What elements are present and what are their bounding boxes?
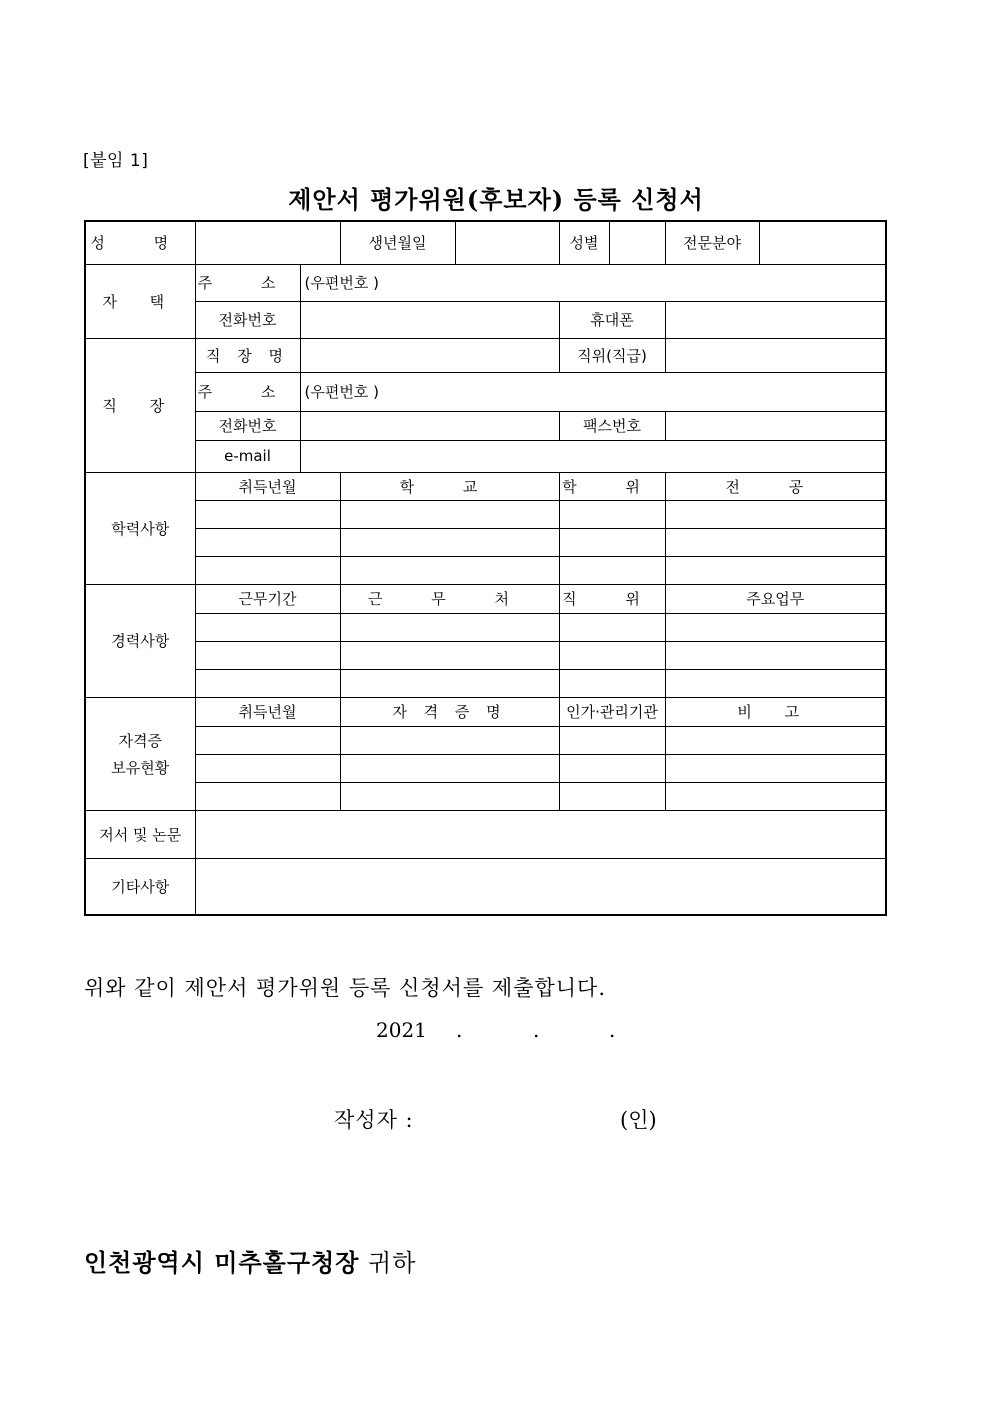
education-cell[interactable]: [665, 500, 886, 528]
education-header: 학 위: [559, 472, 665, 500]
career-header: 직 위: [559, 584, 665, 613]
declaration-text: 위와 같이 제안서 평가위원 등록 신청서를 제출합니다.: [84, 976, 607, 1000]
email-label: e-mail: [195, 440, 300, 472]
license-section-label: [85, 697, 195, 810]
education-cell[interactable]: [340, 528, 559, 556]
work-phone-field[interactable]: [300, 411, 559, 440]
recipient: [84, 1243, 416, 1278]
career-cell[interactable]: [340, 669, 559, 697]
mobile-field[interactable]: [665, 301, 886, 338]
work-address-label: 주 소: [195, 372, 300, 411]
license-row: [85, 782, 886, 810]
education-cell[interactable]: [195, 556, 340, 584]
career-cell[interactable]: [665, 669, 886, 697]
field-label: 전문분야: [665, 221, 759, 264]
license-cell[interactable]: [195, 782, 340, 810]
career-cell[interactable]: [559, 669, 665, 697]
company-label: 직 장 명: [195, 338, 300, 372]
education-cell[interactable]: [340, 500, 559, 528]
license-cell[interactable]: [340, 754, 559, 782]
education-cell[interactable]: [195, 500, 340, 528]
education-cell[interactable]: [665, 528, 886, 556]
career-cell[interactable]: [340, 641, 559, 669]
date-year: 2021: [376, 1018, 427, 1042]
career-cell[interactable]: [195, 613, 340, 641]
license-header: 인가·관리기관: [559, 697, 665, 726]
page-title: 제안서 평가위원(후보자) 등록 신청서: [288, 185, 704, 214]
gender-label: 성별: [559, 221, 609, 264]
field-field[interactable]: [759, 221, 886, 264]
license-header: 비 고: [665, 697, 886, 726]
career-row: [85, 669, 886, 697]
education-cell[interactable]: [559, 556, 665, 584]
education-cell[interactable]: [665, 556, 886, 584]
education-header: 취득년월: [195, 472, 340, 500]
attachment-label: [붙임 1]: [83, 151, 149, 171]
career-cell[interactable]: [665, 613, 886, 641]
education-header: 전 공: [665, 472, 886, 500]
career-cell[interactable]: [559, 641, 665, 669]
email-field[interactable]: [300, 440, 886, 472]
others-label: 기타사항: [85, 858, 195, 915]
education-section-label: 학력사항: [85, 472, 195, 584]
seal-label: (인): [620, 1108, 657, 1132]
date-dot: .: [456, 1018, 463, 1042]
career-header: 주요업무: [665, 584, 886, 613]
home-address-field[interactable]: (우편번호 ): [300, 264, 886, 301]
fax-label: 팩스번호: [559, 411, 665, 440]
license-cell[interactable]: [665, 754, 886, 782]
recipient-name: 인천광역시 미추홀구청장: [84, 1248, 360, 1277]
career-row: [85, 641, 886, 669]
career-cell[interactable]: [559, 613, 665, 641]
career-cell[interactable]: [665, 641, 886, 669]
license-cell[interactable]: [665, 726, 886, 754]
career-cell[interactable]: [195, 669, 340, 697]
date-dot: .: [609, 1018, 616, 1042]
career-header: 근무기간: [195, 584, 340, 613]
home-phone-label: 전화번호: [195, 301, 300, 338]
work-position-label: 직위(직급): [559, 338, 665, 372]
others-field[interactable]: [195, 858, 886, 915]
education-cell[interactable]: [195, 528, 340, 556]
license-cell[interactable]: [195, 726, 340, 754]
career-header: 근 무 처: [340, 584, 559, 613]
application-form-table: [84, 220, 887, 916]
company-field[interactable]: [300, 338, 559, 372]
license-cell[interactable]: [340, 782, 559, 810]
license-label-line2: 보유현황: [111, 758, 170, 777]
education-row: [85, 556, 886, 584]
home-section-label: 자 택: [85, 264, 195, 338]
gender-field[interactable]: [609, 221, 665, 264]
license-row: [85, 754, 886, 782]
home-phone-field[interactable]: [300, 301, 559, 338]
birth-label: 생년월일: [340, 221, 455, 264]
license-header: 취득년월: [195, 697, 340, 726]
license-cell[interactable]: [195, 754, 340, 782]
license-cell[interactable]: [665, 782, 886, 810]
work-address-field[interactable]: (우편번호 ): [300, 372, 886, 411]
mobile-label: 휴대폰: [559, 301, 665, 338]
education-header: 학 교: [340, 472, 559, 500]
license-cell[interactable]: [559, 754, 665, 782]
education-cell[interactable]: [340, 556, 559, 584]
license-header: 자 격 증 명: [340, 697, 559, 726]
career-cell[interactable]: [340, 613, 559, 641]
birth-field[interactable]: [455, 221, 559, 264]
writer-label: 작성자 :: [334, 1108, 414, 1132]
name-field[interactable]: [195, 221, 340, 264]
fax-field[interactable]: [665, 411, 886, 440]
date-dot: .: [533, 1018, 540, 1042]
name-label: 성 명: [85, 221, 195, 264]
work-position-field[interactable]: [665, 338, 886, 372]
home-address-label: 주 소: [195, 264, 300, 301]
education-cell[interactable]: [559, 500, 665, 528]
license-cell[interactable]: [559, 782, 665, 810]
license-label-line1: 자격증: [118, 731, 162, 750]
license-cell[interactable]: [559, 726, 665, 754]
work-phone-label: 전화번호: [195, 411, 300, 440]
education-cell[interactable]: [559, 528, 665, 556]
recipient-suffix: 귀하: [368, 1249, 417, 1277]
license-cell[interactable]: [340, 726, 559, 754]
license-row: [85, 726, 886, 754]
career-section-label: 경력사항: [85, 584, 195, 697]
personal-row: [85, 221, 886, 264]
education-row: [85, 528, 886, 556]
career-cell[interactable]: [195, 641, 340, 669]
work-section-label: 직 장: [85, 338, 195, 472]
career-row: [85, 613, 886, 641]
education-row: [85, 500, 886, 528]
publications-label: 저서 및 논문: [85, 810, 195, 858]
publications-field[interactable]: [195, 810, 886, 858]
